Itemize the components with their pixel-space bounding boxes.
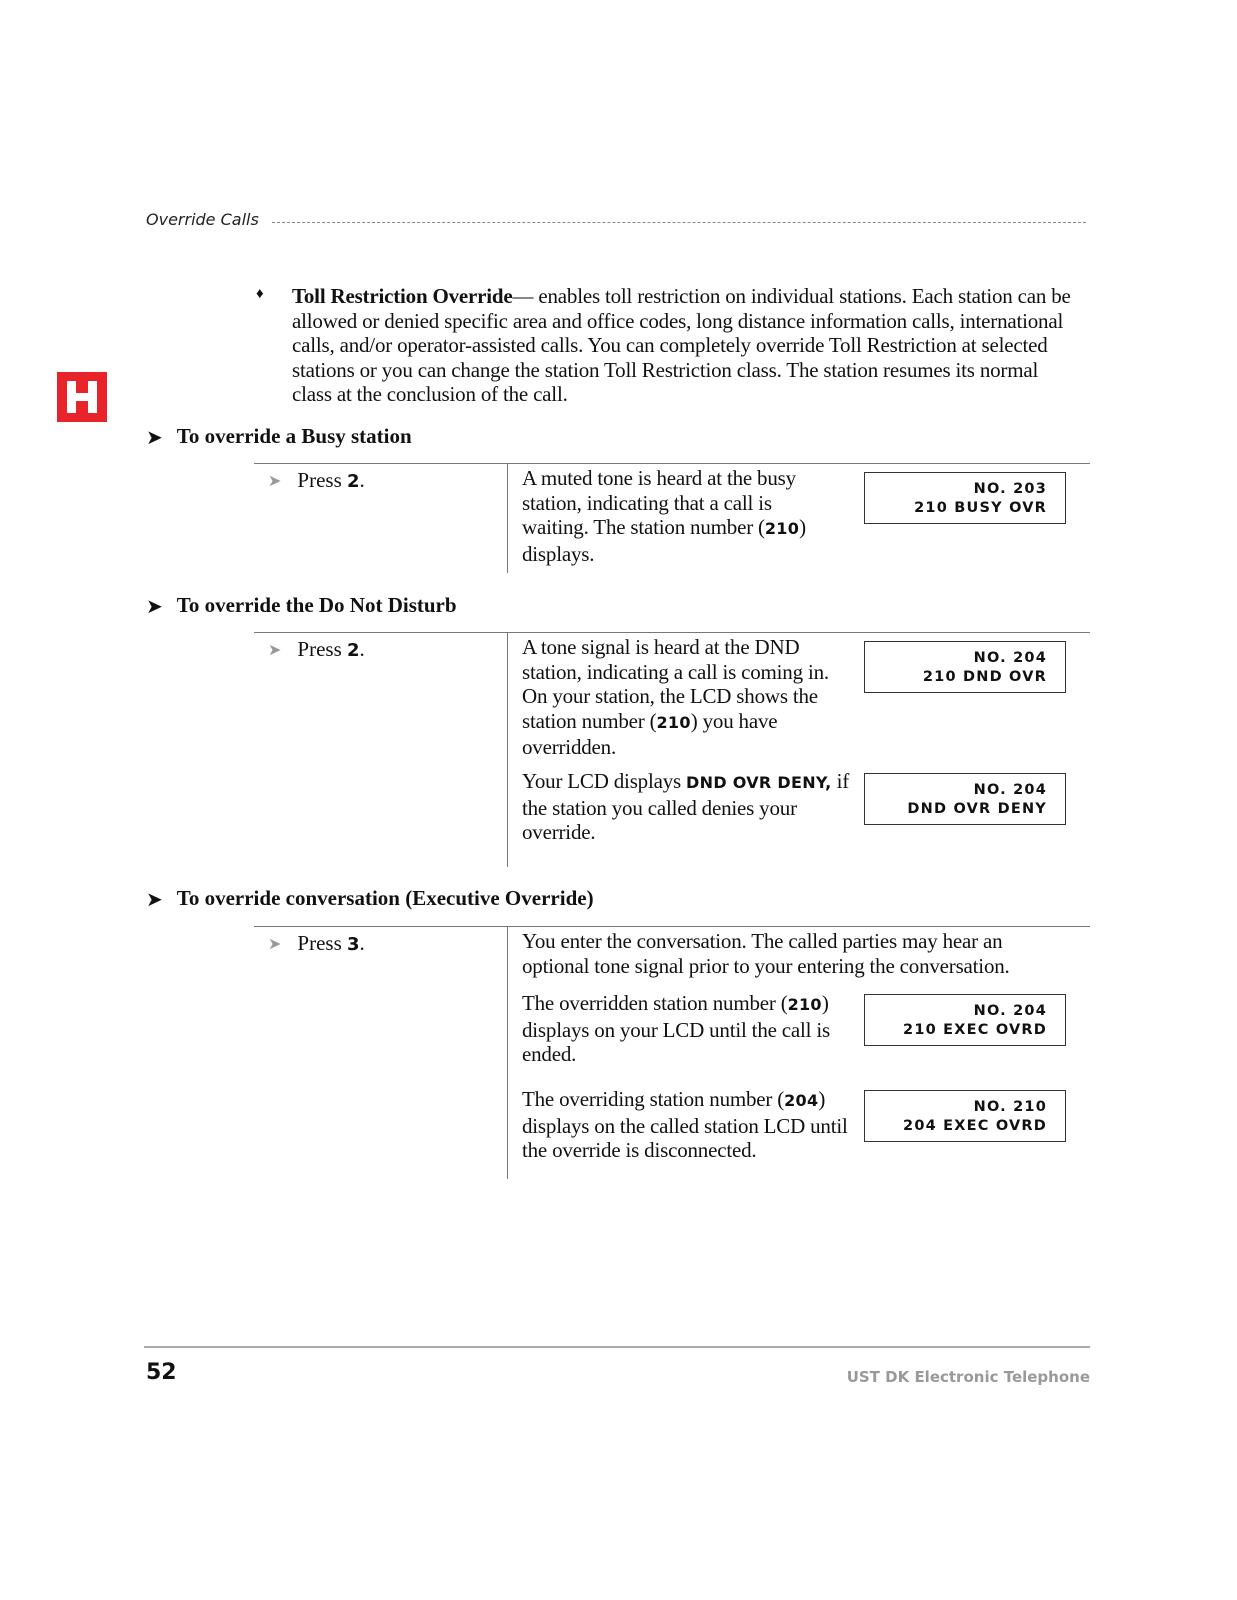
section-title: Override Calls — [146, 210, 259, 229]
station-code: 210 — [764, 519, 800, 538]
lcd-message: DND OVR DENY, — [686, 773, 832, 792]
triangle-pointer-icon: ➤ — [268, 934, 282, 953]
step-action — [268, 637, 365, 662]
step-description: You enter the conversation. The called parties may hear an optional tone signal prior to your entering the conversation. — [522, 929, 1010, 978]
step-description: Your LCD displays DND OVR DENY, if the station you called denies your override. — [522, 769, 850, 844]
lcd-line-1: NO. 203 — [973, 481, 1047, 497]
triangle-pointer-icon: ➤ — [268, 640, 282, 659]
footer-rule — [144, 1346, 1090, 1348]
station-code: 210 — [656, 712, 691, 732]
document-title: UST DK Electronic Telephone — [846, 1368, 1090, 1386]
lcd-display — [864, 641, 1066, 693]
triangle-pointer-icon: ➤ — [268, 471, 282, 490]
toll-restriction-bullet — [256, 284, 1076, 407]
procedure-heading-text: To override a Busy station — [176, 424, 412, 448]
section-tab-h — [57, 372, 107, 422]
lcd-line-2: DND OVR DENY — [907, 801, 1047, 817]
header-dashed-rule — [272, 222, 1086, 223]
lcd-line-1: NO. 210 — [973, 1099, 1047, 1115]
bullet-body: — enables toll restriction on individual stations. Each station can be allowed or denied specific area and office codes, long distance information calls, international calls, and/or operator-assisted calls. You can completely override Toll Restriction at selected stations or you can change the station Toll Restriction class. The station resumes its normal class at the conclusion of the call. — [292, 284, 1071, 406]
lcd-line-2: 210 DND OVR — [922, 669, 1047, 685]
diamond-icon: ♦ — [256, 286, 264, 302]
step-description: A muted tone is heard at the busy station, indicating that a call is waiting. The station number (210) displays. — [522, 466, 806, 566]
lcd-display — [864, 1090, 1066, 1142]
step-action-text: Press 2. — [297, 468, 365, 492]
dial-key: 2 — [347, 471, 360, 492]
arrowhead-icon: ➤ — [146, 593, 163, 618]
procedure-heading-text: To override the Do Not Disturb — [176, 593, 457, 617]
lcd-line-2: 210 EXEC OVRD — [903, 1022, 1047, 1038]
dial-key: 2 — [347, 640, 360, 661]
step-action — [268, 931, 365, 956]
lcd-line-2: 210 BUSY OVR — [914, 500, 1047, 516]
procedure-heading-dnd — [146, 593, 457, 618]
bullet-paragraph — [292, 284, 1076, 407]
procedure-heading-executive — [146, 886, 594, 911]
lcd-display — [864, 773, 1066, 825]
dial-key: 3 — [347, 934, 360, 955]
action-column — [254, 633, 508, 867]
action-column — [254, 464, 508, 573]
procedure-heading-text: To override conversation (Executive Override) — [176, 886, 594, 910]
procedure-heading-busy — [146, 424, 412, 449]
bullet-title: Toll Restriction Override — [292, 284, 513, 308]
arrowhead-icon: ➤ — [146, 424, 163, 449]
lcd-display — [864, 472, 1066, 524]
step-description: The overriding station number (204) displays on the called station LCD until the override is disconnected. — [522, 1087, 848, 1162]
action-column — [254, 927, 508, 1179]
step-description: A tone signal is heard at the DND station, indicating a call is coming in. On your station, the LCD shows the station number (210) you have overridden. — [522, 635, 829, 759]
procedure-table-busy — [254, 463, 1090, 573]
procedure-table-dnd — [254, 632, 1090, 867]
step-action-text: Press 2. — [297, 637, 365, 661]
lcd-line-2: 204 EXEC OVRD — [903, 1118, 1047, 1134]
lcd-display — [864, 994, 1066, 1046]
arrowhead-icon: ➤ — [146, 886, 163, 911]
procedure-table-executive — [254, 926, 1090, 1179]
station-code: 210 — [787, 995, 822, 1014]
step-action — [268, 468, 365, 493]
lcd-line-1: NO. 204 — [973, 1003, 1047, 1019]
lcd-line-1: NO. 204 — [973, 650, 1047, 666]
letter-h-icon — [64, 379, 100, 415]
lcd-line-1: NO. 204 — [973, 782, 1047, 798]
station-code: 204 — [784, 1091, 819, 1110]
step-description: The overridden station number (210) displays on your LCD until the call is ended. — [522, 991, 830, 1066]
page-number: 52 — [146, 1360, 177, 1385]
step-action-text: Press 3. — [297, 931, 365, 955]
